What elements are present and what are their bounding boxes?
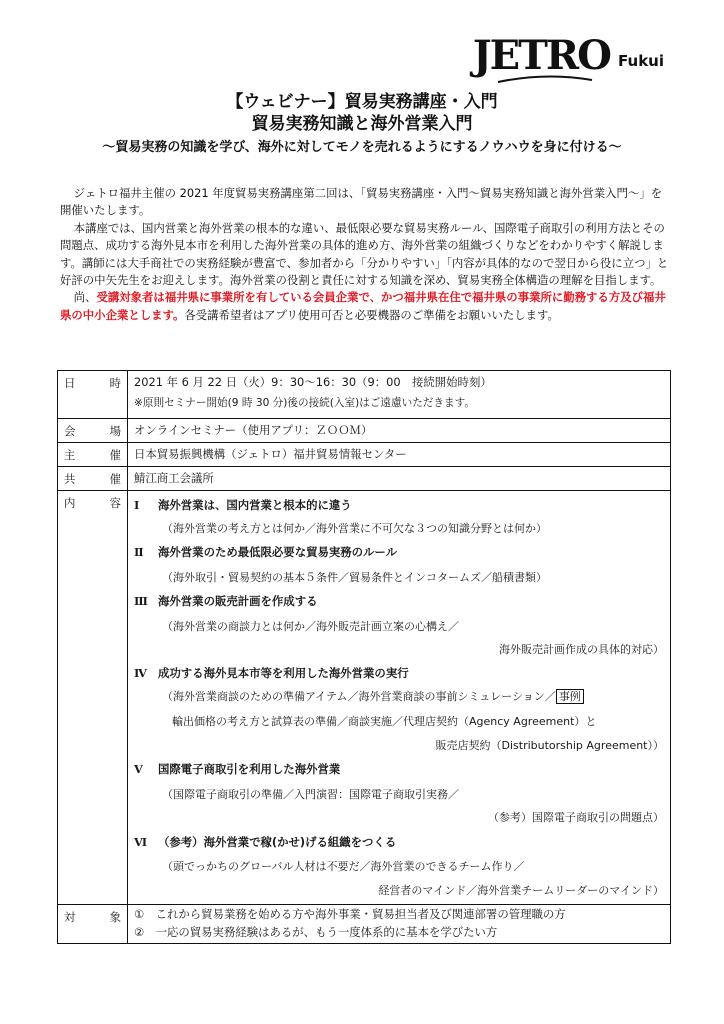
section-3-detail-1: （海外営業の商談力とは何か／海外販売計画立案の心構え／ (162, 620, 459, 633)
date-value: 2021 年 6 月 22 日（火）9：30～16：30（9：00 接続開始時刻） (134, 375, 492, 389)
row-content-label: 内 容 (58, 491, 128, 904)
intro-p3-post: 各受講希望者はアプリ使用可否と必要機器のご準備をお願いいたします。 (184, 307, 559, 322)
logo-brand: JETRO (472, 32, 610, 79)
content-section-6: Ⅵ （参考）海外営業で稼(かせ)げる組織をつくる (134, 835, 397, 849)
date-note: ※原則セミナー開始(9 時 30 分)後の接続(入室)はご遠慮いただきます。 (134, 397, 475, 409)
jetro-fukui-logo (474, 30, 664, 82)
page-title-line1: 【ウェビナー】貿易実務講座・入門 (226, 92, 498, 112)
content-section-4: Ⅳ 成功する海外見本市等を利用した海外営業の実行 (134, 666, 409, 680)
page-title-line2: 貿易実務知識と海外営業入門 (251, 114, 473, 134)
organizer-value: 日本貿易振興機構（ジェトロ）福井貿易情報センター (134, 447, 407, 461)
row-target (58, 905, 670, 943)
case-study-box: 事例 (556, 689, 584, 704)
row-date-label: 日 時 (58, 371, 128, 418)
target-item-1: ① これから貿易業務を始める方や海外事業・貿易担当者及び関連部署の管理職の方 (134, 907, 566, 921)
seminar-details-table (57, 370, 671, 944)
intro-paragraph-2: 本講座では、国内営業と海外営業の根本的な違い、最低限必要な貿易実務ルール、国際電子商取引の利用方法とその問題点、成功する海外見本市を利用した海外営業の具体的進め方、海外営業の組織づくりなどをわかりやすく解説します。講師には大手商社での実務経験が豊富で、参加者から「分かりやすい」「内容が具体的なので翌日から役に立つ」と好評の中矢先生をお迎えします。海外営業の役割と責任に対する知識を深め、貿易実務全体構造の理解を目指します。 (60, 220, 669, 288)
section-5-detail-1: （国際電子商取引の準備／入門演習：国際電子商取引実務／ (162, 788, 459, 801)
content-section-1: Ⅰ 海外営業は、国内営業と根本的に違う (134, 498, 352, 512)
section-1-detail: （海外営業の考え方とは何か／海外営業に不可欠な３つの知識分野とは何か） (162, 522, 547, 535)
content-section-5: Ⅴ 国際電子商取引を利用した海外営業 (134, 762, 341, 776)
row-venue-label: 会 場 (58, 419, 128, 442)
section-2-detail: （海外取引・貿易契約の基本５条件／貿易条件とインコタームズ／船積書類） (162, 571, 547, 584)
target-item-2: ② 一応の貿易実務経験はあるが、もう一度体系的に基本を学びたい方 (134, 925, 498, 939)
page-subtitle: ～貿易実務の知識を学び、海外に対してモノを売れるようにするノウハウを身に付ける～ (102, 140, 622, 155)
section-4-detail-2: 輸出価格の考え方と試算表の準備／商談実施／代理店契約（Agency Agreement）と (172, 715, 597, 728)
cosponsor-value: 鯖江商工会議所 (134, 471, 214, 485)
row-date (58, 371, 670, 419)
row-venue (58, 419, 670, 443)
section-3-detail-2: 海外販売計画作成の具体的対応） (499, 643, 664, 656)
section-4-detail-1: （海外営業商談のための準備アイテム／海外営業商談の事前シミュレーション／ 事例 (162, 688, 584, 705)
eligibility-notice: 受講対象者は福井県に事業所を有している会員企業で、かつ福井県在住で福井県の事業所に勤務する方及び福井県の中小企業とします。 (60, 290, 666, 322)
content-section-3: Ⅲ 海外営業の販売計画を作成する (134, 594, 318, 608)
logo-swoosh-icon (496, 74, 594, 84)
row-content (58, 491, 670, 905)
intro-p3-pre: 尚、 (73, 290, 97, 305)
row-organizer-label: 主 催 (58, 443, 128, 466)
intro-paragraph-3 (60, 289, 672, 324)
section-4-detail-3: 販売店契約（Distributorship Agreement）） (435, 739, 664, 752)
intro-text (60, 185, 672, 324)
venue-value: オンラインセミナー（使用アプリ：ＺＯＯＭ） (134, 423, 373, 437)
row-organizer (58, 443, 670, 467)
row-target-label: 対 象 (58, 905, 128, 943)
logo-city: Fukui (618, 52, 664, 70)
row-cosponsor (58, 467, 670, 491)
row-cosponsor-label: 共 催 (58, 467, 128, 490)
content-section-2: Ⅱ 海外営業のため最低限必要な貿易実務のルール (134, 545, 397, 559)
section-6-detail-1: （頭でっかちのグローバル人材は不要だ／海外営業のできるチーム作り／ (162, 860, 525, 873)
intro-paragraph-1: ジェトロ福井主催の 2021 年度貿易実務講座第二回は、「貿易実務講座・入門～貿易実務知識と海外営業入門～」を開催いたします。 (60, 186, 663, 218)
section-5-detail-2: （参考）国際電子商取引の問題点） (488, 811, 664, 824)
section-6-detail-2: 経営者のマインド／海外営業チームリーダーのマインド） (378, 884, 664, 897)
